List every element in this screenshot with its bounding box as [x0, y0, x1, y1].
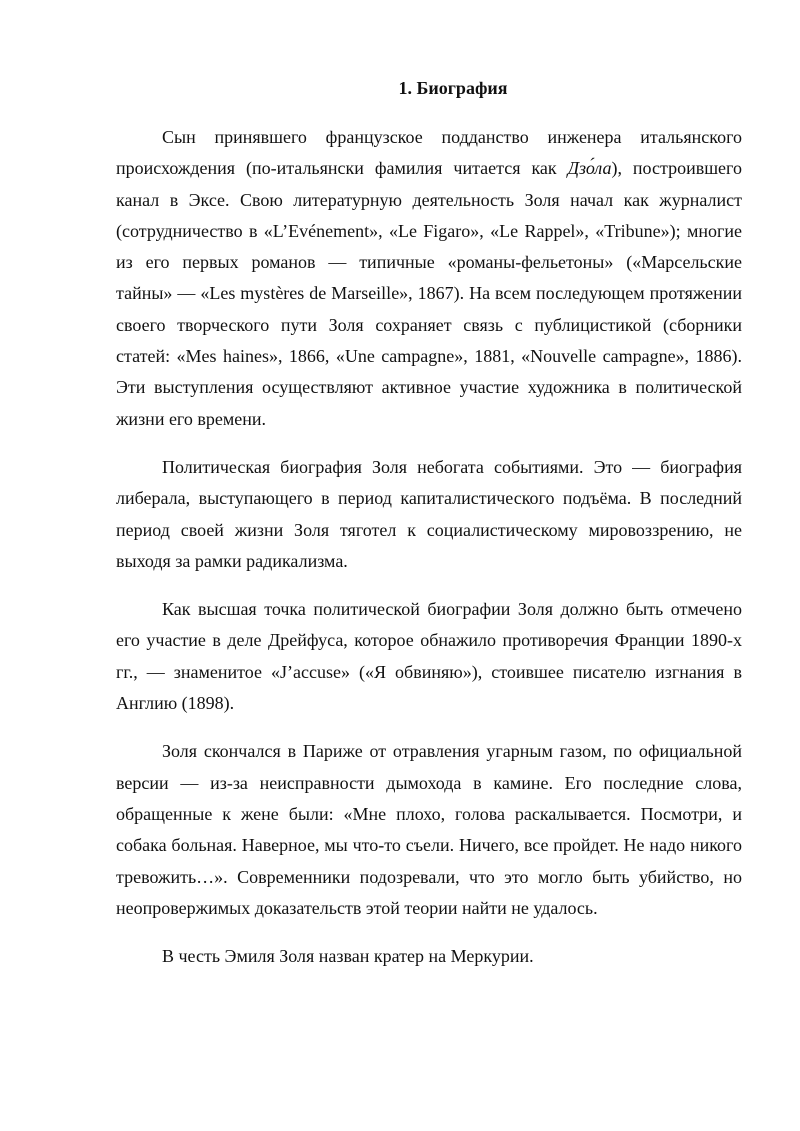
paragraph-origin-text-end: ), построившего канал в Эксе. Свою литературную деятельность Золя начал как журналист (сотрудничество в «L’Evénement», «Le Figaro», «Le Rappel», «Tribune»); многие из его первых романов — типичные «романы-фельетоны» («Марсельские тайны» — «Les mystères de Marseille», 1867). На всем последующем протяжении своего творческого пути Золя сохраняет связь с публицистикой (сборники статей: «Mes haines», 1866, «Une campagne», 1881, «Nouvelle campagne», 1886). Эти выступления осуществляют активное участие художника в политической жизни его времени. — [116, 158, 742, 429]
paragraph-mercury-crater: В честь Эмиля Золя назван кратер на Меркурии. — [162, 946, 534, 967]
italian-pronunciation: Дзо́ла — [567, 158, 612, 179]
paragraph-origin — [116, 122, 742, 435]
paragraph-dreyfus-affair: Как высшая точка политической биографии Золя должно быть отмечено его участие в деле Дрейфуса, которое обнажило противоречия Франции 1890-х гг., — знаменитое «J’accuse» («Я обвиняю»), стоившее писателю изгнания в Англию (1898). — [116, 599, 742, 714]
document-page — [116, 74, 742, 989]
paragraph-death: Золя скончался в Париже от отравления угарным газом, по официальной версии — из-за неисправности дымохода в камине. Его последние слова, обращенные к жене были: «Мне плохо, голова раскалывается. Посмотри, и собака больная. Наверное, мы что-то съели. Ничего, все пройдет. Не надо никого тревожить…». Современники подозревали, что это могло быть убийство, но неопровержимых доказательств этой теории найти не удалось. — [116, 741, 742, 918]
section-heading: 1. Биография — [398, 78, 508, 98]
paragraph-origin-text-start: Сын принявшего французское подданство инженера итальянского происхождения (по-итальянски фамилия читается как — [116, 127, 742, 179]
paragraph-political-biography: Политическая биография Золя небогата событиями. Это — биография либерала, выступающего в период капиталистического подъёма. В последний период своей жизни Золя тяготел к социалистическому мировоззрению, не выходя за рамки радикализма. — [116, 456, 742, 571]
